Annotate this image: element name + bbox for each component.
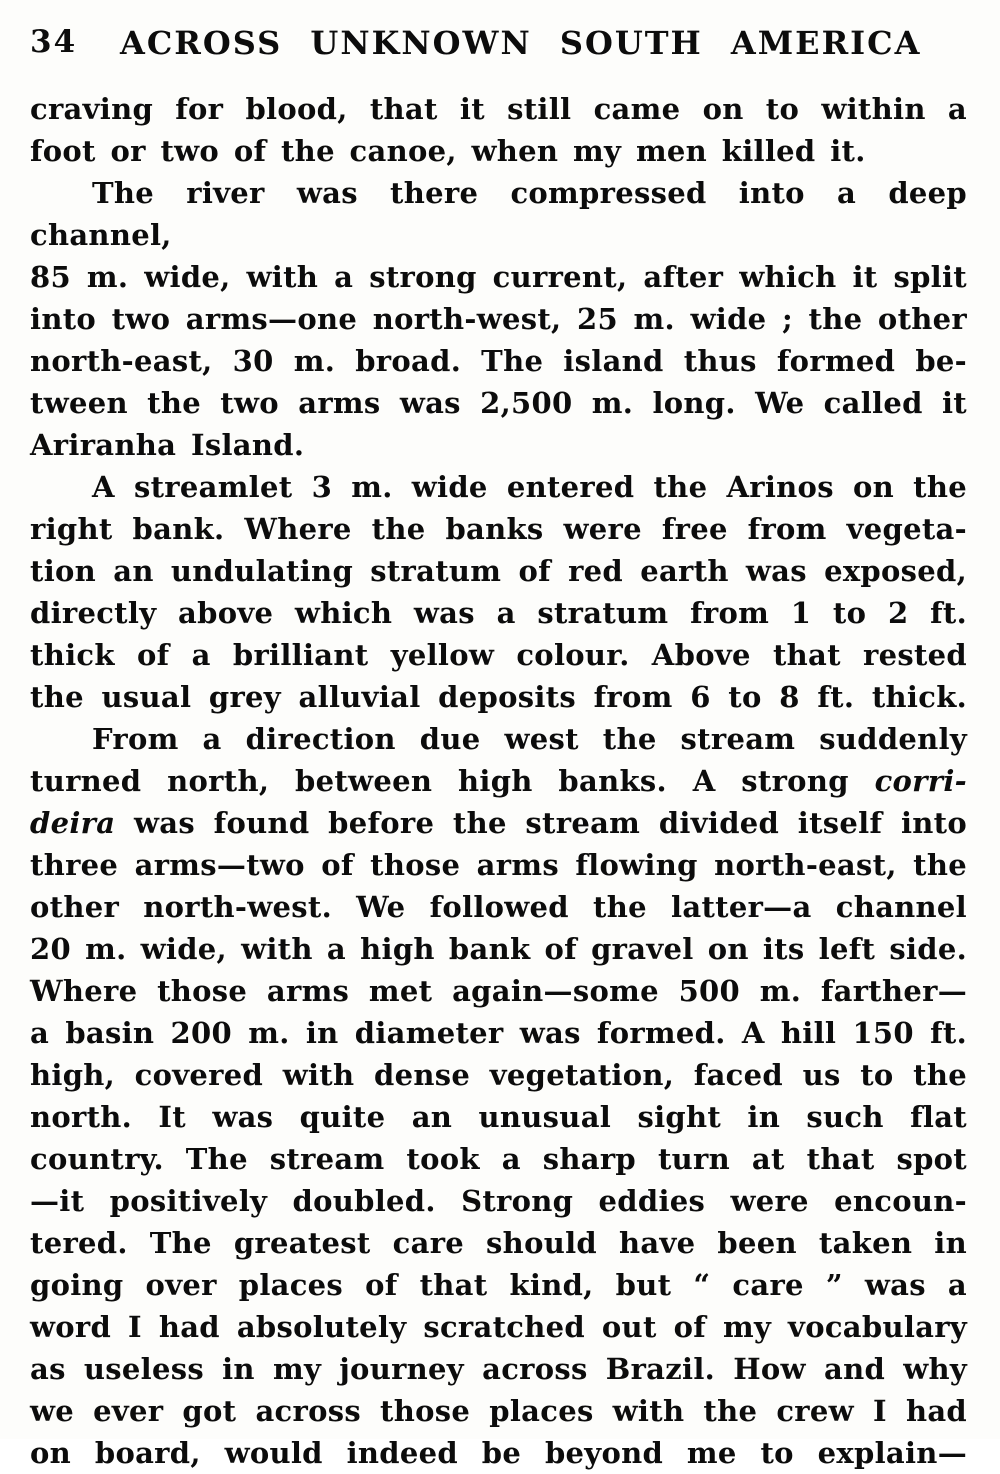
text-line: The river was there compressed into a deep channel,	[30, 176, 967, 252]
text-line: tered. The greatest care should have been taken in	[30, 1226, 967, 1260]
text-line: directly above which was a stratum from 1 to 2 ft.	[30, 596, 967, 630]
text-line: right bank. Where the banks were free from vegeta-	[30, 512, 967, 546]
text-line: 85 m. wide, with a strong current, after which it split	[30, 260, 967, 294]
italic-word-corrideira: corri-	[874, 764, 967, 798]
italic-word-corrideira: deira	[30, 806, 116, 840]
text-line: the usual grey alluvial deposits from 6 to 8 ft. thick.	[30, 680, 967, 714]
text-line: From a direction due west the stream suddenly	[92, 722, 967, 756]
text-line: —it positively doubled. Strong eddies were encoun-	[30, 1184, 967, 1218]
text-line: into two arms—one north-west, 25 m. wide ; the other	[30, 302, 967, 336]
text-line	[30, 802, 967, 844]
body-text	[0, 88, 1000, 1474]
page-number: 34	[30, 24, 78, 60]
text-line: as useless in my journey across Brazil. How and why	[30, 1352, 967, 1386]
text-segment: was found before the stream divided itself into	[115, 806, 967, 840]
text-line: a basin 200 m. in diameter was formed. A hill 150 ft.	[30, 1016, 967, 1050]
text-line: foot or two of the canoe, when my men killed it.	[30, 134, 866, 168]
text-line: A streamlet 3 m. wide entered the Arinos on the	[92, 470, 967, 504]
text-line: craving for blood, that it still came on to within a	[30, 92, 967, 126]
running-title: ACROSS UNKNOWN SOUTH AMERICA	[120, 24, 922, 62]
text-line: tion an undulating stratum of red earth was exposed,	[30, 554, 967, 588]
text-line: three arms—two of those arms flowing north-east, the	[30, 848, 967, 882]
text-line	[30, 760, 967, 802]
text-line: high, covered with dense vegetation, faced us to the	[30, 1058, 967, 1092]
text-line: north-east, 30 m. broad. The island thus formed be-	[30, 344, 967, 378]
text-segment: turned north, between high banks. A strong	[30, 764, 875, 798]
text-line: on board, would indeed be beyond me to explain—	[30, 1436, 967, 1470]
text-line: word I had absolutely scratched out of my vocabulary	[30, 1310, 967, 1344]
text-line: 20 m. wide, with a high bank of gravel on its left side.	[30, 932, 967, 966]
text-line: Where those arms met again—some 500 m. farther—	[30, 974, 967, 1008]
page-header	[0, 0, 1000, 68]
text-line: other north-west. We followed the latter—a channel	[30, 890, 967, 924]
text-line: tween the two arms was 2,500 m. long. We called it	[30, 386, 967, 420]
text-line: thick of a brilliant yellow colour. Above that rested	[30, 638, 967, 672]
text-line: country. The stream took a sharp turn at that spot	[30, 1142, 967, 1176]
text-line: north. It was quite an unusual sight in such flat	[30, 1100, 967, 1134]
text-line: Ariranha Island.	[30, 428, 305, 462]
text-line: we ever got across those places with the crew I had	[30, 1394, 967, 1428]
text-line: going over places of that kind, but “ care ” was a	[30, 1268, 967, 1302]
